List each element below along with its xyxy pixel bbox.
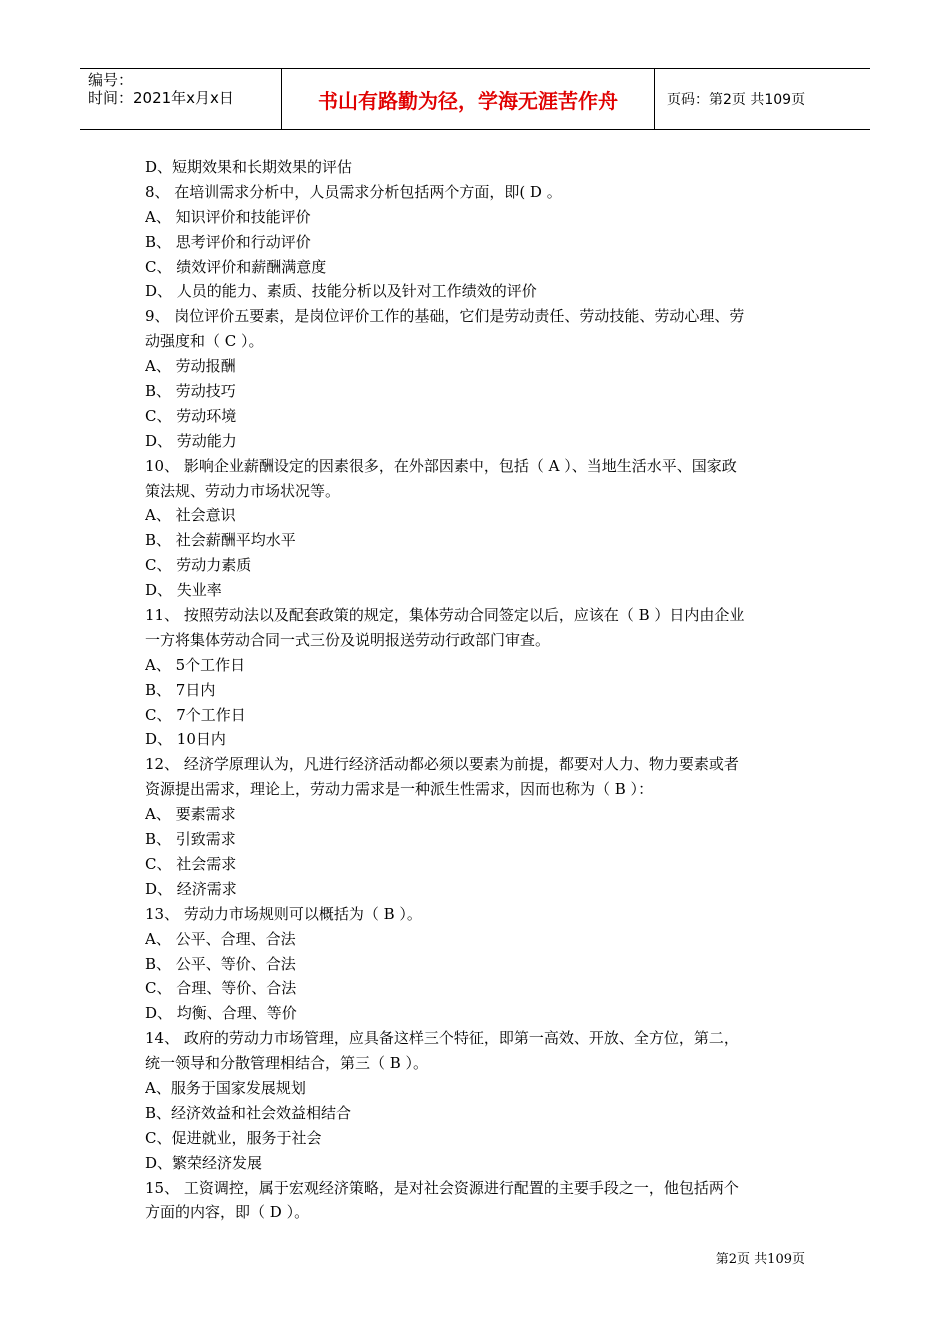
page-footer: 第2页 共109页	[715, 1252, 805, 1267]
page-header	[80, 68, 870, 130]
question-12: 12、 经济学原理认为，凡进行经济活动都必须以要素为前提，都要对人力、物力要素或者	[145, 755, 739, 774]
option-a: A、 公平、合理、合法	[145, 929, 296, 948]
question-9-cont: 动强度和（ C ）。	[145, 332, 264, 351]
option-b: B、经济效益和社会效益相结合	[145, 1103, 352, 1122]
option-b: B、 劳动技巧	[145, 382, 236, 401]
text-line: D、短期效果和长期效果的评估	[145, 158, 353, 176]
option-d: D、 失业率	[145, 581, 222, 600]
option-b: B、 公平、等价、合法	[145, 954, 296, 973]
option-d: D、 均衡、合理、等价	[145, 1004, 297, 1023]
document-number-label: 编号：	[88, 71, 134, 89]
option-d: D、繁荣经济发展	[145, 1153, 263, 1172]
option-c: C、 劳动环境	[145, 406, 237, 425]
header-motto: 书山有路勤为径，学海无涯苦作舟	[282, 69, 655, 129]
option-a: A、服务于国家发展规划	[145, 1078, 306, 1097]
option-c: C、促进就业，服务于社会	[145, 1128, 322, 1147]
document-time: 时间：2021年x月x日	[88, 89, 234, 107]
option-d: D、 10日内	[145, 730, 226, 749]
question-11: 11、 按照劳动法以及配套政策的规定，集体劳动合同签定以后，应该在（ B ）日内由企业	[145, 606, 745, 625]
header-page-info: 页码：第2页 共109页	[667, 92, 806, 108]
question-8: 8、 在培训需求分析中，人员需求分析包括两个方面，即( D 。	[145, 182, 562, 201]
option-c: C、 合理、等价、合法	[145, 979, 297, 998]
question-15: 15、 工资调控，属于宏观经济策略，是对社会资源进行配置的主要手段之一，他包括两个	[145, 1178, 739, 1197]
option-c: C、 绩效评价和薪酬满意度	[145, 257, 327, 276]
option-c: C、 劳动力素质	[145, 556, 252, 575]
option-d: D、 人员的能力、素质、技能分析以及针对工作绩效的评价	[145, 282, 537, 301]
option-b: B、 引致需求	[145, 830, 236, 849]
option-a: A、 知识评价和技能评价	[145, 207, 311, 226]
question-14-cont: 统一领导和分散管理相结合，第三（ B ）。	[145, 1054, 429, 1073]
option-d: D、 经济需求	[145, 879, 237, 898]
question-10-cont: 策法规、劳动力市场状况等。	[145, 481, 341, 500]
option-a: A、 劳动报酬	[145, 357, 236, 376]
option-c: C、 7个工作日	[145, 705, 246, 724]
question-11-cont: 一方将集体劳动合同一式三份及说明报送劳动行政部门审查。	[145, 630, 551, 649]
question-12-cont: 资源提出需求，理论上，劳动力需求是一种派生性需求，因而也称为（ B ）：	[145, 780, 654, 799]
question-9: 9、 岗位评价五要素，是岗位评价工作的基础，它们是劳动责任、劳动技能、劳动心理、劳	[145, 307, 745, 326]
question-13: 13、 劳动力市场规则可以概括为（ B ）。	[145, 904, 422, 923]
option-a: A、 要素需求	[145, 805, 236, 824]
question-14: 14、 政府的劳动力市场管理，应具备这样三个特征，即第一高效、开放、全方位，第二，	[145, 1029, 739, 1048]
option-a: A、 5个工作日	[145, 655, 246, 674]
option-b: B、 7日内	[145, 680, 216, 699]
option-b: B、 思考评价和行动评价	[145, 232, 311, 251]
option-d: D、 劳动能力	[145, 431, 237, 450]
option-a: A、 社会意识	[145, 506, 236, 525]
document-body	[145, 155, 815, 1225]
option-b: B、 社会薪酬平均水平	[145, 531, 296, 550]
question-15-cont: 方面的内容，即（ D ）。	[145, 1203, 310, 1222]
header-meta	[80, 69, 282, 129]
option-c: C、 社会需求	[145, 854, 237, 873]
question-10: 10、 影响企业薪酬设定的因素很多，在外部因素中，包括（ A ）、当地生活水平、国家政	[145, 456, 737, 475]
